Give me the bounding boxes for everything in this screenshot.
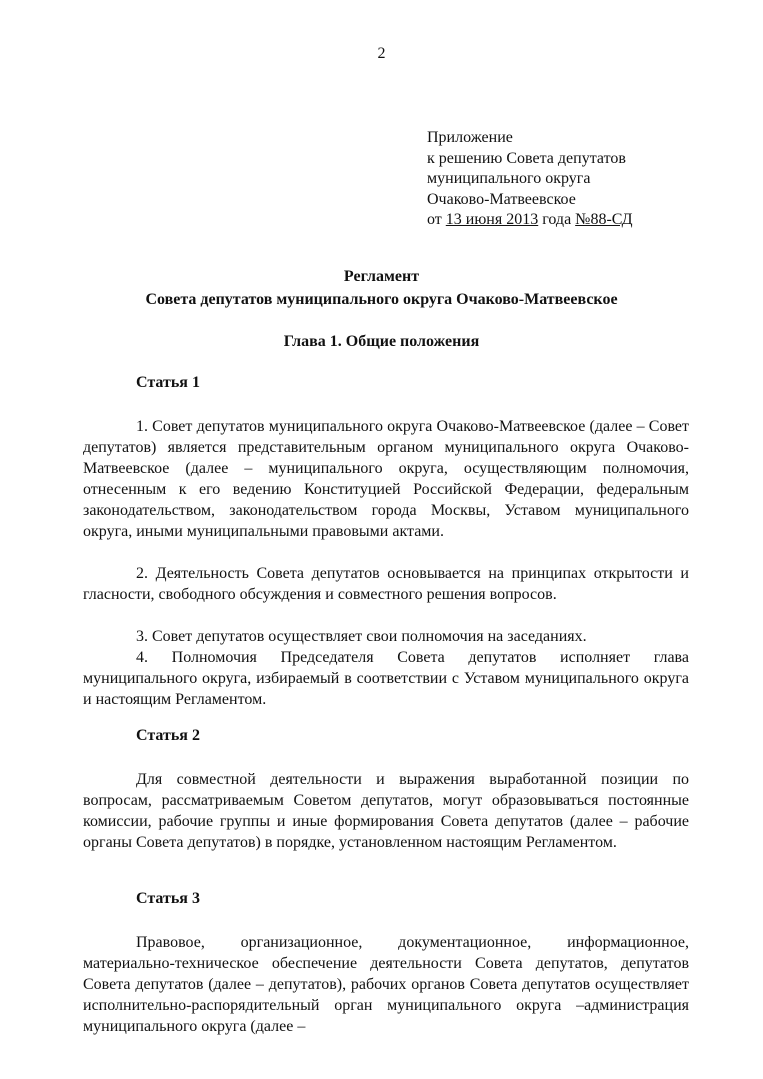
- appendix-date-line: [427, 210, 633, 231]
- article-paragraph: 1. Совет депутатов муниципального округа Очаково-Матвеевское (далее – Совет депутатов) является представительным органом муниципального округа Очаково-Матвеевское (далее – муниципального округа, осуществляющим полномочия, отнесенным к его ведению Конституцией Российской Федерации, федеральным законодательством, законодательством города Москвы, Уставом муниципального округа, иными муниципальными правовыми актами.: [83, 418, 689, 540]
- article-heading: Статья 2: [136, 727, 200, 744]
- appendix-block: [427, 128, 633, 231]
- appendix-line: Приложение: [427, 129, 513, 146]
- appendix-line: к решению Совета депутатов: [427, 149, 626, 167]
- article-paragraph: 3. Совет депутатов осуществляет свои полномочия на заседаниях.: [136, 628, 587, 645]
- article-paragraph: Правовое, организационное, документационное, информационное, материально-техническое обеспечение деятельности Совета депутатов, депутатов Совета депутатов (далее – депутатов), рабочих органов Совета депутатов осуществляет исполнительно-распорядительный орган муниципального округа –администрация муниципального округа (далее –: [83, 934, 689, 1035]
- document-subtitle: Совета депутатов муниципального округа Очаково-Матвеевское: [145, 291, 618, 308]
- document-title: Регламент: [343, 268, 420, 285]
- article-paragraph: 4. Полномочия Председателя Совета депутатов исполняет глава муниципального округа, избираемый в соответствии с Уставом муниципального округа и настоящим Регламентом.: [83, 649, 689, 708]
- page-number: 2: [377, 45, 386, 62]
- appendix-line: муниципального округа: [427, 170, 591, 187]
- article-heading: Статья 1: [136, 374, 200, 391]
- date-prefix: от: [427, 211, 446, 228]
- article-paragraph: Для совместной деятельности и выражения выработанной позиции по вопросам, рассматриваемым Советом депутатов, могут образовываться постоянные комиссии, рабочие группы и иные формирования Совета депутатов (далее – рабочие органы Совета депутатов) в порядке, установленном настоящим Регламентом.: [83, 771, 689, 851]
- article-heading: Статья 3: [136, 890, 200, 907]
- decision-date: 13 июня 2013: [445, 211, 539, 228]
- appendix-line: Очаково-Матвеевское: [427, 190, 576, 208]
- chapter-heading: Глава 1. Общие положения: [283, 333, 480, 350]
- decision-number: №88-СД: [575, 211, 633, 228]
- year-word: года: [538, 211, 576, 228]
- article-paragraph: 2. Деятельность Совета депутатов основывается на принципах открытости и гласности, свободного обсуждения и совместного решения вопросов.: [83, 565, 689, 603]
